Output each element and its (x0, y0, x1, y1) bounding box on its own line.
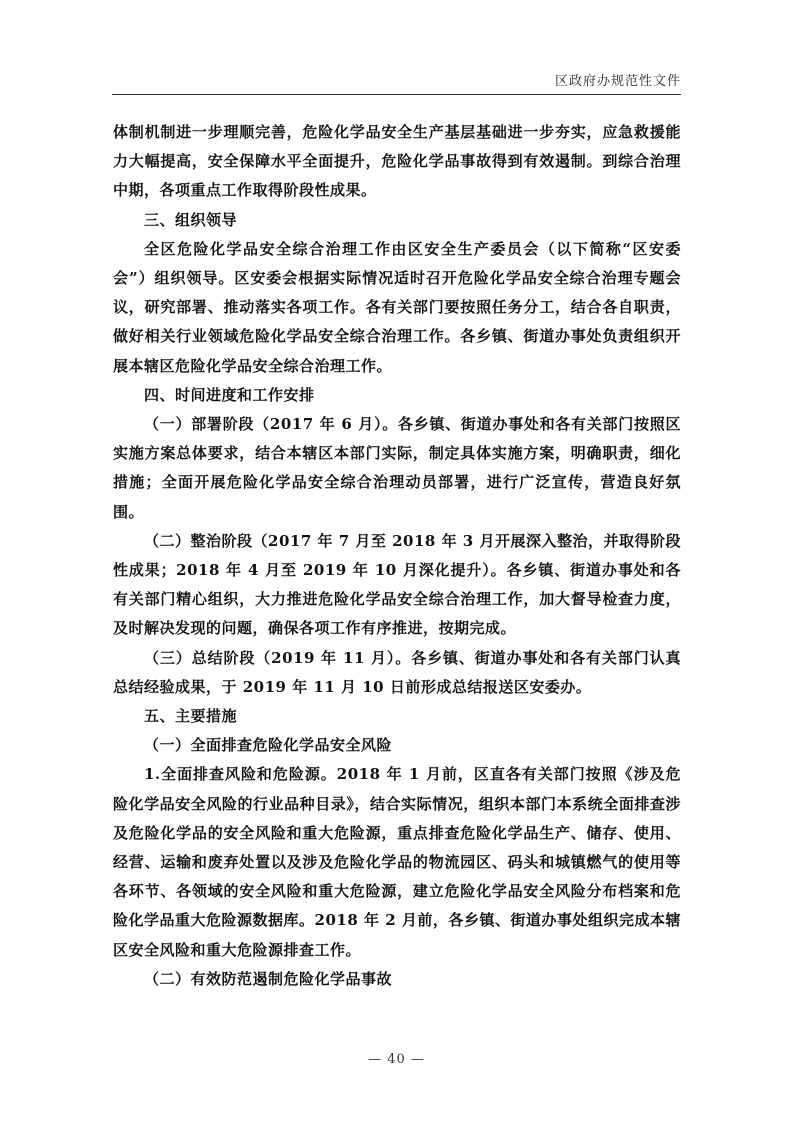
subheading-accident-prevention: （二）有效防范遏制危险化学品事故 (144, 969, 393, 988)
paragraph-risk-survey: 1.全面排查风险和危险源。2018 年 1 月前，区直各有关部门按照《涉及危险化学品安全风险的行业品种目录》，结合实际情况，组织本部门本系统全面排查涉及危险化学品的安全风险和重大危险源，重点排查危险化学品生产、储存、使用、经营、运输和废弃处置以及涉及危险化学品的物流园区、码头和城镇燃气的使用等各环节、各领域的安全风险和重大危险源，建立危险化学品安全风险分布档案和危险化学品重大危险源数据库。2018 年 2 月前，各乡镇、街道办事处组织完成本辖区安全风险和重大危险源排查工作。 (113, 765, 681, 959)
section-heading-organization: 三、组织领导 (144, 210, 238, 229)
section-heading-measures: 五、主要措施 (144, 707, 238, 726)
paragraph-rectification-stage: （二）整治阶段（2017 年 7 月至 2018 年 3 月开展深入整治，并取得阶段性成果；2018 年 4 月至 2019 年 10 月深化提升）。各乡镇、街道办事处和各有关部门精心组织，大力推进危险化学品安全综合治理工作，加大督导检查力度，及时解决发现的问题，确保各项工作有序推进，按期完成。 (113, 531, 681, 638)
paragraph-organization: 全区危险化学品安全综合治理工作由区安全生产委员会（以下简称“区安委会”）组织领导。区安委会根据实际情况适时召开危险化学品安全综合治理专题会议，研究部署、推动落实各项工作。各有关部门要按照任务分工，结合各自职责，做好相关行业领域危险化学品安全综合治理工作。各乡镇、街道办事处负责组织开展本辖区危险化学品安全综合治理工作。 (113, 239, 681, 375)
document-body (113, 118, 681, 994)
paragraph-summary-stage: （三）总结阶段（2019 年 11 月）。各乡镇、街道办事处和各有关部门认真总结经验成果，于 2019 年 11 月 10 日前形成总结报送区安委办。 (113, 648, 681, 696)
section-heading-schedule: 四、时间进度和工作安排 (144, 385, 315, 404)
subheading-risk-survey: （一）全面排查危险化学品安全风险 (144, 736, 393, 755)
paragraph-deployment-stage: （一）部署阶段（2017 年 6 月）。各乡镇、街道办事处和各有关部门按照区实施方案总体要求，结合本辖区本部门实际，制定具体实施方案，明确职责，细化措施；全面开展危险化学品安全综合治理动员部署，进行广泛宣传，营造良好氛围。 (113, 415, 681, 521)
paragraph-continuation: 体制机制进一步理顺完善，危险化学品安全生产基层基础进一步夯实，应急救援能力大幅提高，安全保障水平全面提升，危险化学品事故得到有效遏制。到综合治理中期，各项重点工作取得阶段性成果。 (113, 123, 681, 200)
page-number: — 40 — (368, 1052, 425, 1067)
header-rule (112, 94, 681, 95)
header-title: 区政府办规范性文件 (554, 74, 681, 89)
